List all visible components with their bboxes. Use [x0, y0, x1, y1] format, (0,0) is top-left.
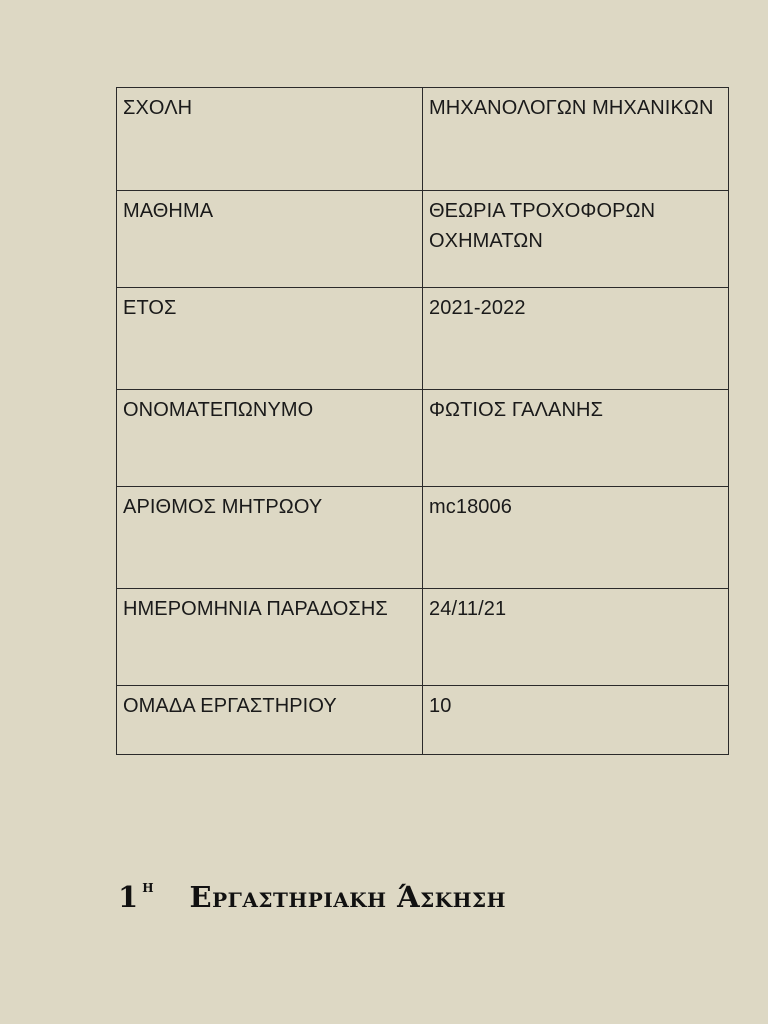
row-value: ΘΕΩΡΙΑ ΤΡΟΧΟΦΟΡΩΝ ΟΧΗΜΑΤΩΝ	[423, 191, 729, 288]
row-value: ΜΗΧΑΝΟΛΟΓΩΝ ΜΗΧΑΝΙΚΩΝ	[423, 88, 729, 191]
row-label: ΟΜΑΔΑ ΕΡΓΑΣΤΗΡΙΟΥ	[117, 686, 423, 755]
row-value: 2021-2022	[423, 288, 729, 390]
row-value: 10	[423, 686, 729, 755]
row-value: ΦΩΤΙΟΣ ΓΑΛΑΝΗΣ	[423, 390, 729, 487]
table-row	[117, 191, 729, 288]
heading-superscript: Η	[142, 881, 154, 895]
row-value: 24/11/21	[423, 589, 729, 686]
row-label: ΣΧΟΛΗ	[117, 88, 423, 191]
cover-info-table	[116, 87, 729, 755]
row-label: ΑΡΙΘΜΟΣ ΜΗΤΡΩΟΥ	[117, 487, 423, 589]
table-row	[117, 487, 729, 589]
table-row	[117, 390, 729, 487]
section-heading	[118, 880, 506, 914]
row-label: ΗΜΕΡΟΜΗΝΙΑ ΠΑΡΑΔΟΣΗΣ	[117, 589, 423, 686]
table-row	[117, 686, 729, 755]
row-label: ΕΤΟΣ	[117, 288, 423, 390]
row-label: ΟΝΟΜΑΤΕΠΩΝΥΜΟ	[117, 390, 423, 487]
heading-number: 1	[118, 880, 139, 914]
row-label: ΜΑΘΗΜΑ	[117, 191, 423, 288]
table-row	[117, 288, 729, 390]
row-value: mc18006	[423, 487, 729, 589]
heading-title: Εργαστηριακη Άσκηση	[189, 880, 507, 914]
table-row	[117, 589, 729, 686]
table-row	[117, 88, 729, 191]
